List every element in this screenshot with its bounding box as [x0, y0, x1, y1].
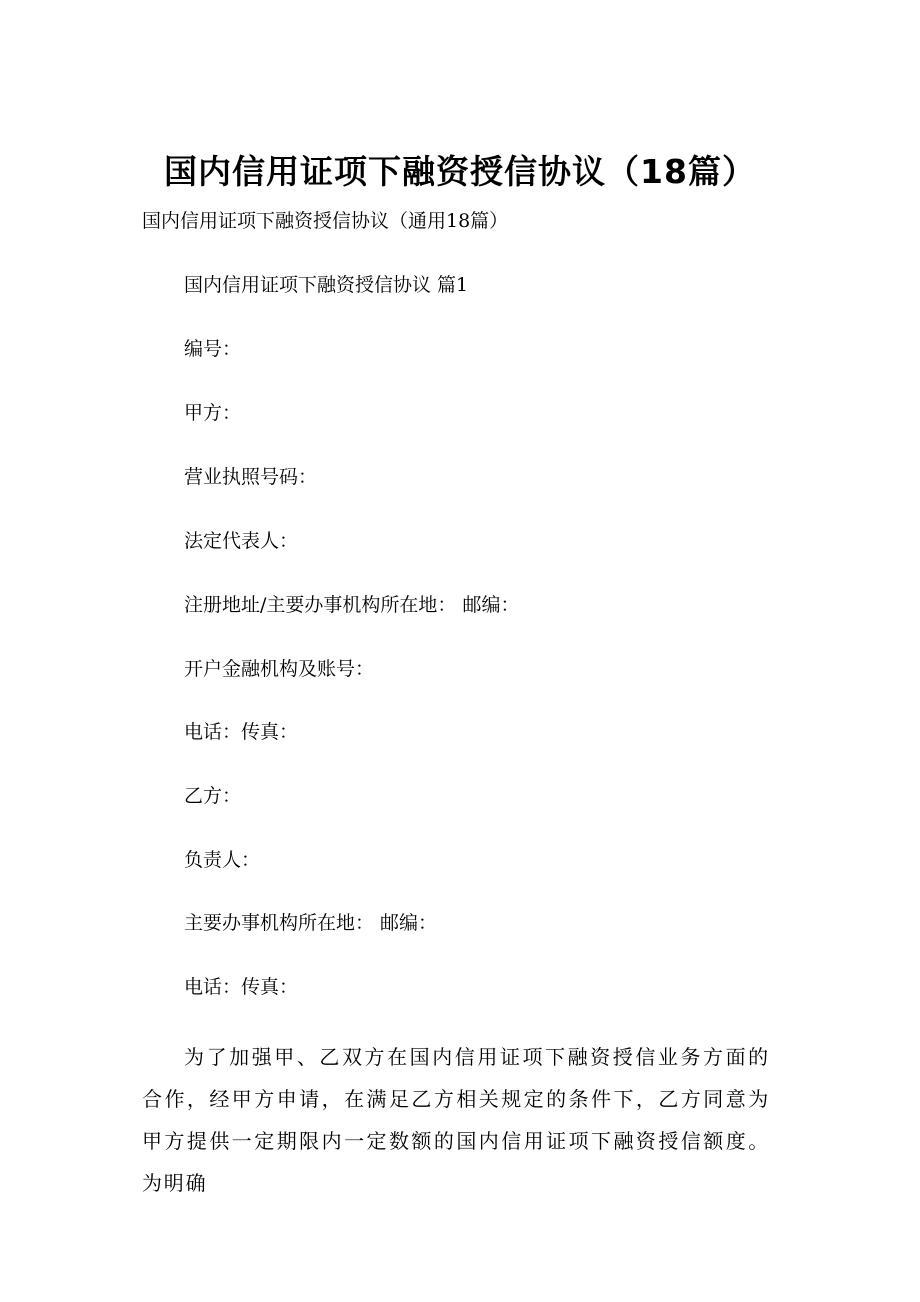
document-subtitle: 国内信用证项下融资授信协议（通用18篇） [142, 210, 509, 232]
field-legal-representative: 法定代表人： [184, 530, 299, 552]
field-party-a-address: 注册地址/主要办事机构所在地： 邮编： [184, 594, 520, 616]
field-party-b: 乙方： [184, 785, 242, 807]
field-party-b-phone-fax: 电话：传真： [184, 976, 299, 998]
field-person-in-charge: 负责人： [184, 849, 261, 871]
field-business-license: 营业执照号码： [184, 466, 318, 488]
field-contract-number: 编号： [184, 338, 242, 360]
field-party-a: 甲方： [184, 402, 242, 424]
field-bank-account: 开户金融机构及账号： [184, 658, 375, 680]
body-paragraph: 为了加强甲、乙双方在国内信用证项下融资授信业务方面的合作，经甲方申请，在满足乙方相关规定的条件下，乙方同意为甲方提供一定期限内一定数额的国内信用证项下融资授信额度。为明确 [142, 1045, 770, 1195]
document-title: 国内信用证项下融资授信协议（18篇） [164, 152, 756, 191]
section-heading: 国内信用证项下融资授信协议 篇1 [184, 274, 469, 296]
field-party-b-address: 主要办事机构所在地： 邮编： [184, 912, 438, 934]
field-party-a-phone-fax: 电话：传真： [184, 721, 299, 743]
